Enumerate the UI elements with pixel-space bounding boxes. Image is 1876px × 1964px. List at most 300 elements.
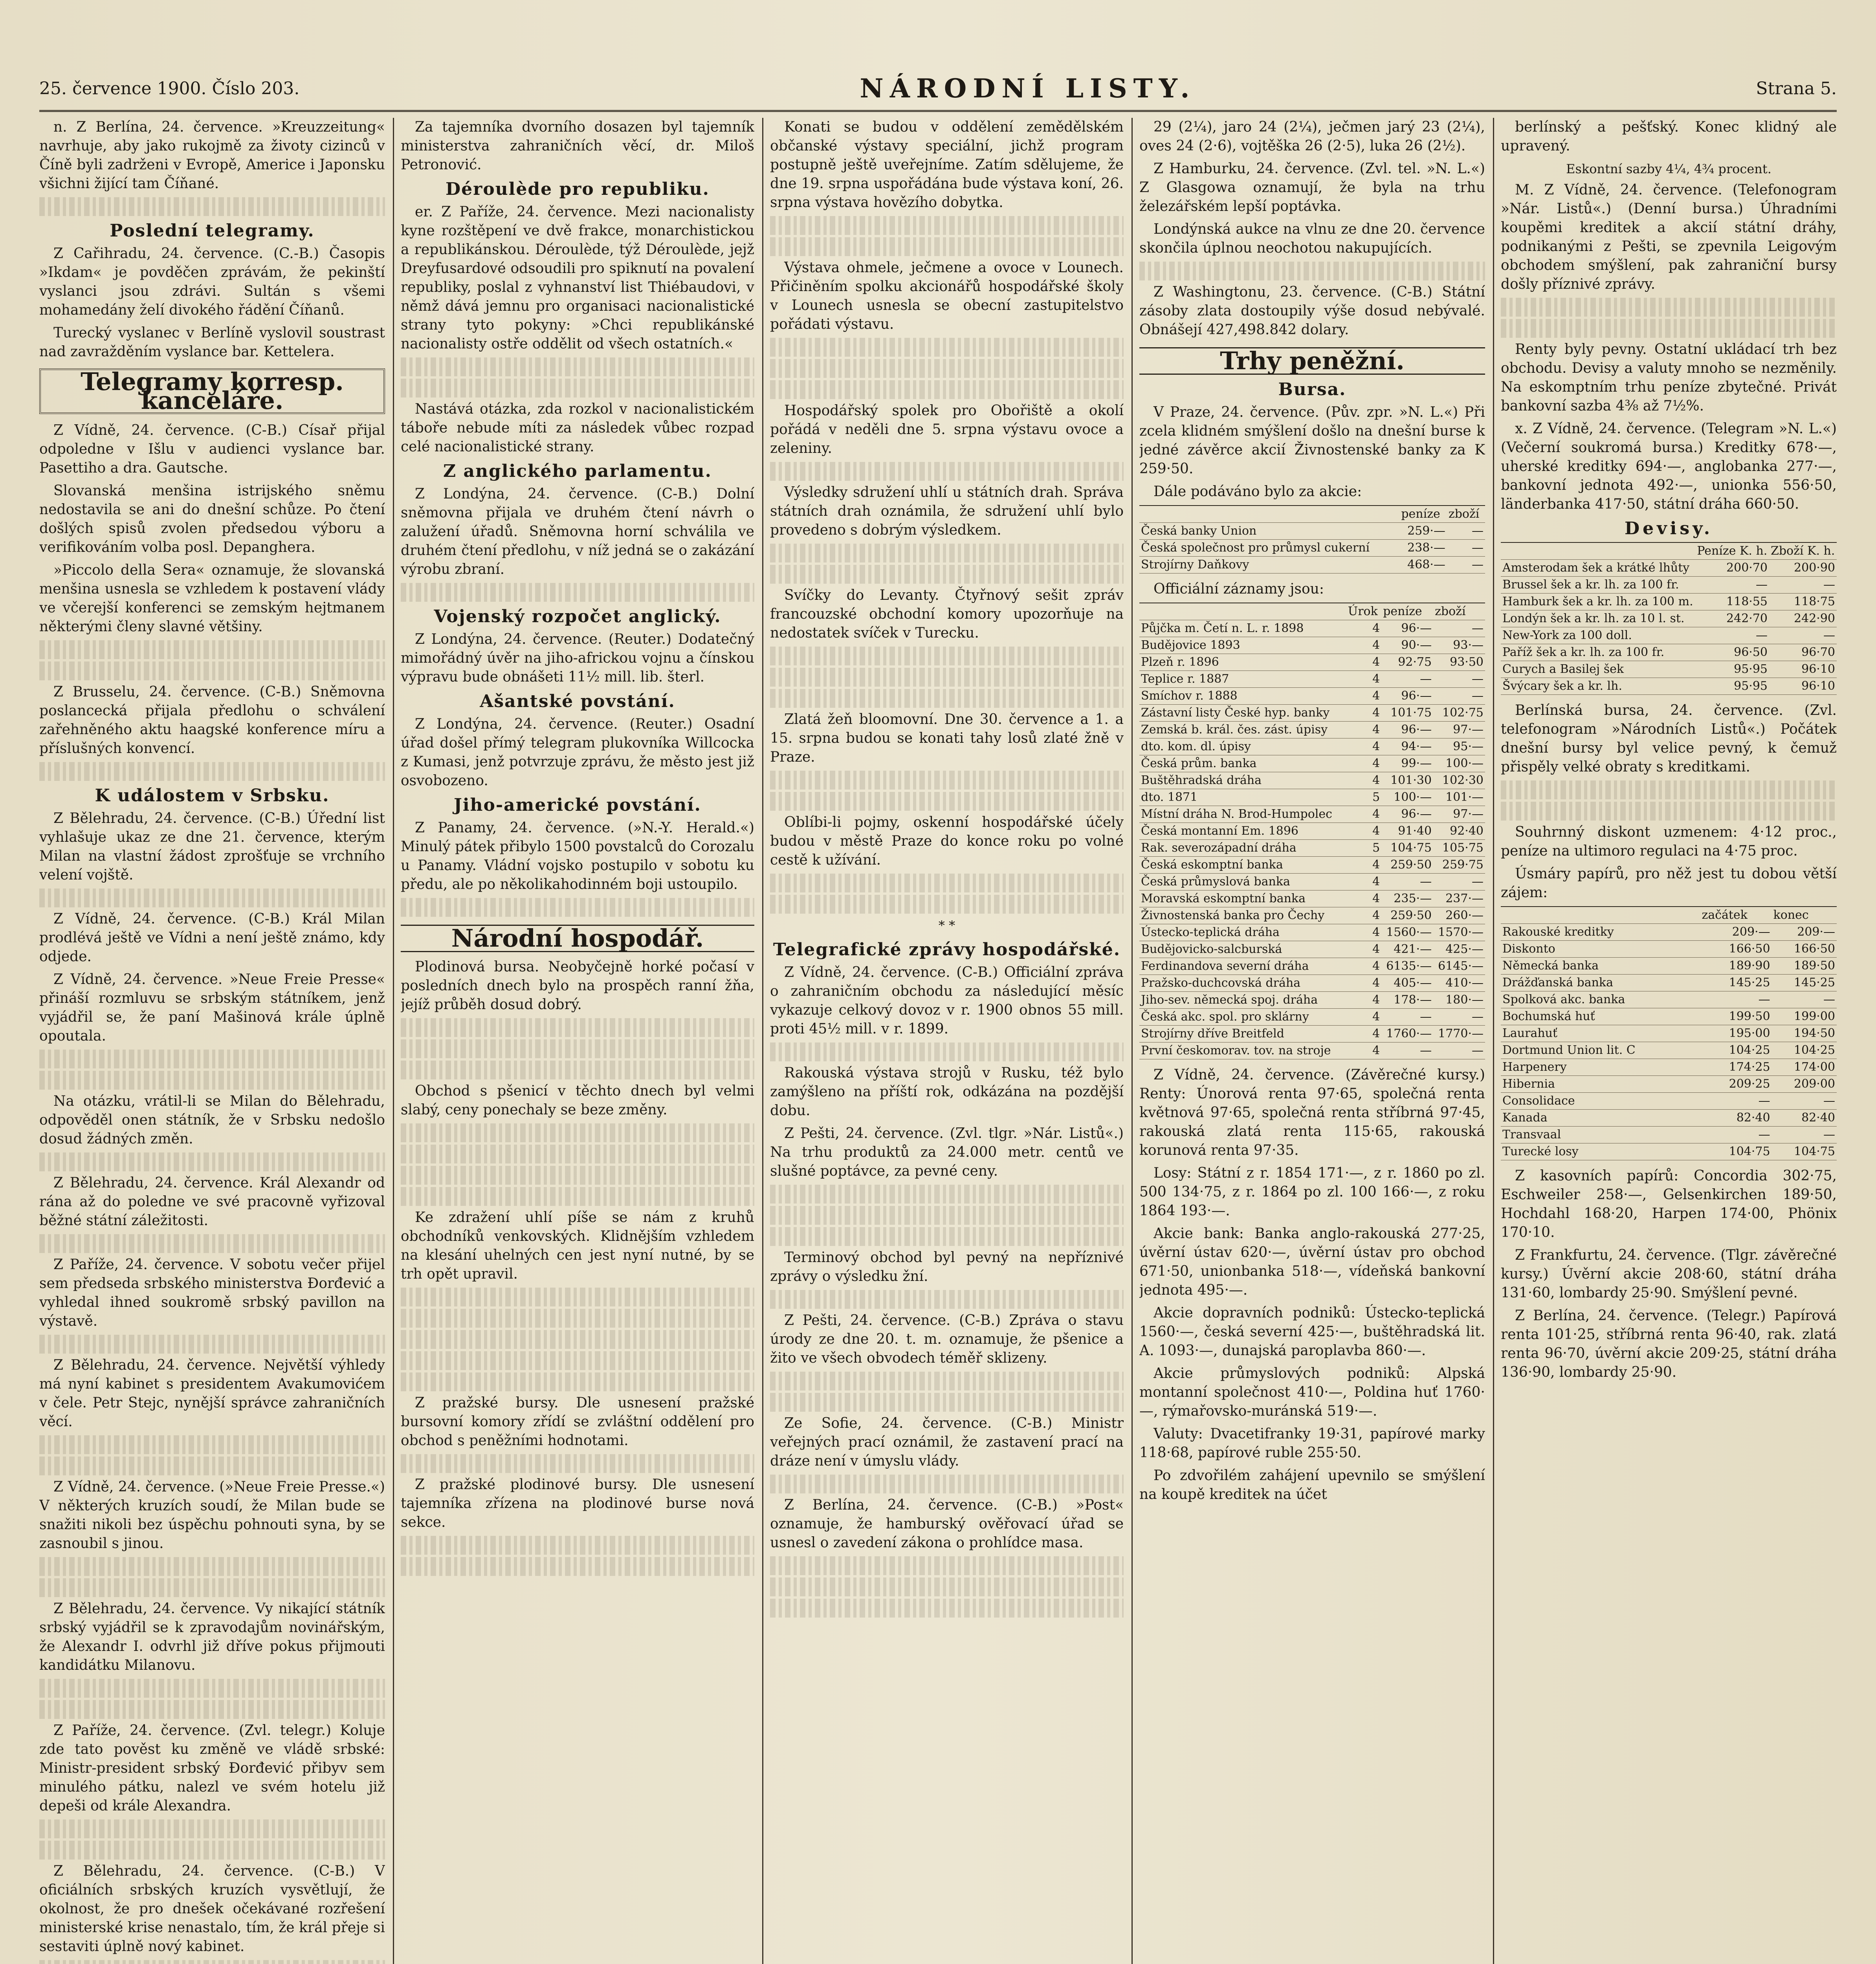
- row-label: Harpenery: [1501, 1059, 1700, 1076]
- table-row: [1139, 924, 1485, 941]
- text-line: [401, 1039, 754, 1058]
- row-value: 209·25: [1700, 1076, 1772, 1093]
- row-value: —: [1433, 671, 1485, 688]
- text-line: [770, 1227, 1124, 1246]
- table-header: zboží: [1447, 506, 1485, 523]
- text-line: [1501, 802, 1837, 821]
- text-line: [770, 565, 1124, 584]
- article: Z Pešti, 24. července. (Zvl. tlgr. »Nár. Listů«.) Na trhu produktů za 24.000 metr. centů ve slušné poptávce, za pevné ceny.: [770, 1125, 1124, 1179]
- row-label: Strojírny Daňkovy: [1139, 557, 1399, 573]
- row-label: Budějovicko-salcburská: [1139, 941, 1346, 958]
- row-value: 209·—: [1772, 924, 1837, 941]
- table-row: [1501, 661, 1837, 678]
- row-label: Buštěhradská dráha: [1139, 772, 1346, 789]
- row-value: 101·75: [1381, 705, 1433, 722]
- table-row: [1139, 705, 1485, 722]
- row-value: 4: [1346, 722, 1381, 738]
- text-line: [39, 1679, 385, 1698]
- section-heading: Jiho-americké povstání.: [454, 795, 701, 815]
- article: Z Paříže, 24. července. (Zvl. telegr.) Koluje zde tato pověst ku změně ve vládě srbské: Ministr-president srbský Đorđević přibyv sem minulého pátku, nalezl ve svém hotelu již depeši od krále Alexandra.: [39, 1722, 385, 1814]
- row-value: 405·—: [1381, 975, 1433, 992]
- row-label: Rak. severozápadní dráha: [1139, 840, 1346, 857]
- article: Berlínská bursa, 24. července. (Zvl. telefonogram »Národních Listů«.) Počátek dnešní bursy byl velice pevný, k čemuž přispěly velké obraty s kreditkami.: [1501, 702, 1837, 775]
- row-label: Česká průmyslová banka: [1139, 874, 1346, 890]
- row-value: 235·—: [1381, 890, 1433, 907]
- text-line: [770, 1393, 1124, 1412]
- section-heading: Devisy.: [1624, 518, 1713, 539]
- row-value: 96·—: [1381, 688, 1433, 705]
- text-line: [401, 1123, 754, 1142]
- row-value: —: [1381, 671, 1433, 688]
- row-value: 166·50: [1772, 941, 1837, 958]
- section-heading: Déroulède pro republiku.: [446, 179, 710, 199]
- row-label: Jiho-sev. německá spoj. dráha: [1139, 992, 1346, 1009]
- table-row: [1501, 924, 1837, 941]
- row-value: 99·—: [1381, 755, 1433, 772]
- row-label: Česká akc. spol. pro sklárny: [1139, 1009, 1346, 1026]
- table-row: [1139, 823, 1485, 840]
- row-value: 259·50: [1381, 907, 1433, 924]
- row-value: 101·—: [1433, 789, 1485, 806]
- row-value: 95·—: [1433, 738, 1485, 755]
- row-label: New-York za 100 doll.: [1501, 627, 1695, 644]
- column-rule: [393, 118, 394, 1964]
- row-value: 5: [1346, 840, 1381, 857]
- article: Renty byly pevny. Ostatní ukládací trh bez obchodu. Devisy a valuty mnoho se nezměnily. Na eskomptním trhu peníze zbytečné. Privát bankovní sazba 4⅜ až 7½%.: [1501, 341, 1837, 414]
- text-line: [401, 1018, 754, 1037]
- row-label: Zástavní listy České hyp. banky: [1139, 705, 1346, 722]
- text-line: [401, 898, 754, 917]
- article: Dále podáváno bylo za akcie:: [1153, 484, 1362, 500]
- row-value: 104·75: [1381, 840, 1433, 857]
- text-line: [770, 1206, 1124, 1225]
- page-number: Strana 5.: [1756, 78, 1837, 99]
- row-value: 4: [1346, 772, 1381, 789]
- text-line: [39, 1050, 385, 1068]
- text-line: [770, 1372, 1124, 1391]
- row-value: 1570·—: [1433, 924, 1485, 941]
- row-label: Curych a Basilej šek: [1501, 661, 1695, 678]
- row-value: 94·—: [1381, 738, 1433, 755]
- row-value: 96·70: [1769, 644, 1837, 661]
- row-label: Hamburk šek a kr. lh. za 100 m.: [1501, 594, 1695, 610]
- row-label: Londýn šek a kr. lh. za 10 l. st.: [1501, 610, 1695, 627]
- article: Z Bělehradu, 24. července. Vy nikající státník srbský vyjádřil se k zpravodajům novinářským, že Alexandr I. odvrhl již dříve pokus přijmouti kandidátku Milanovu.: [39, 1601, 385, 1673]
- table-row: [1139, 738, 1485, 755]
- berlin-quotes-table: [1501, 906, 1837, 1160]
- row-value: 1770·—: [1433, 1026, 1485, 1042]
- text-line: [39, 1700, 385, 1719]
- table-row: [1501, 1110, 1837, 1127]
- article: Svíčky do Levanty. Čtyřnový sešit zpráv francouzské obchodní komory upozorňuje na nedostatek svíček v Turecku.: [770, 587, 1124, 641]
- section-heading: Vojenský rozpočet anglický.: [434, 606, 721, 627]
- table-row: [1139, 540, 1485, 557]
- row-value: 178·—: [1381, 992, 1433, 1009]
- table-header: začátek: [1700, 907, 1772, 924]
- table-row: [1501, 594, 1837, 610]
- text-line: [401, 379, 754, 398]
- article: Z Vídně, 24. července. (»Neue Freie Presse.«) V některých kruzích soudí, že Milan bude se snažiti nikoli bez úspěchu pohnouti syna, by se zasnoubil s jinou.: [39, 1479, 385, 1552]
- text-line: [770, 689, 1124, 708]
- row-value: 4: [1346, 874, 1381, 890]
- row-value: —: [1381, 1009, 1433, 1026]
- article: Turecký vyslanec v Berlíně vyslovil soustrast nad zavražděním vyslance bar. Kettelera.: [39, 325, 385, 360]
- section-heading: Telegrafické zprávy hospodářské.: [773, 940, 1121, 960]
- article: Ke zdražení uhlí píše se nám z kruhů obchodníků venkovských. Klidnějším vzhledem na klesání uhelných cen jest nyní nutné, by se trh opět upravil.: [401, 1209, 754, 1282]
- row-value: —: [1769, 577, 1837, 594]
- text-line: [39, 1071, 385, 1090]
- table-row: [1501, 1025, 1837, 1042]
- text-line: [401, 1145, 754, 1163]
- article: Z Brusselu, 24. července. (C-B.) Sněmovna poslancecká přijala předlohu o schválení zařehněného aktu haagské konference míru a příslušných konvencí.: [39, 684, 385, 757]
- text-line: [770, 1290, 1124, 1309]
- table-row: [1139, 523, 1485, 540]
- text-line: [39, 1960, 385, 1964]
- table-row: [1501, 975, 1837, 991]
- row-value: 4: [1346, 1042, 1381, 1059]
- text-line: [1501, 780, 1837, 799]
- article: Z Washingtonu, 23. července. (C-B.) Státní zásoby zlata dostoupily výše dosud nebývalé. Obnášejí 427,498.842 dolary.: [1139, 284, 1485, 338]
- table-row: [1139, 857, 1485, 874]
- row-value: 95·95: [1695, 661, 1769, 678]
- row-value: —: [1772, 1093, 1837, 1110]
- row-value: 4: [1346, 705, 1381, 722]
- row-value: 4: [1346, 924, 1381, 941]
- table-row: [1139, 840, 1485, 857]
- row-label: Zemská b. král. čes. zást. úpisy: [1139, 722, 1346, 738]
- row-value: 4: [1346, 671, 1381, 688]
- text-line: [39, 1841, 385, 1860]
- text-line: [1501, 319, 1837, 338]
- masthead: [39, 67, 1837, 112]
- row-value: 4: [1346, 857, 1381, 874]
- row-value: 104·75: [1700, 1143, 1772, 1160]
- row-label: Německá banka: [1501, 958, 1700, 975]
- table-row: [1139, 671, 1485, 688]
- column-5: [1501, 118, 1837, 1964]
- section-heading: Poslední telegramy.: [110, 221, 315, 241]
- text-line: [401, 1557, 754, 1576]
- text-line: [770, 544, 1124, 562]
- row-value: —: [1447, 557, 1485, 573]
- devisy-table: [1501, 542, 1837, 695]
- row-value: 96·—: [1381, 620, 1433, 637]
- row-value: 189·50: [1772, 958, 1837, 975]
- article: Londýnská aukce na vlnu ze dne 20. července skončila úplnou neochotou nakupujících.: [1139, 221, 1485, 256]
- row-label: Amsterodam šek a krátké lhůty: [1501, 560, 1695, 577]
- text-line: [1139, 262, 1485, 280]
- table-row: [1501, 644, 1837, 661]
- article: Po zdvořilém zahájení upevnilo se smýšlení na koupě kreditek na účet: [1139, 1468, 1485, 1502]
- text-line: [401, 1166, 754, 1185]
- row-value: —: [1433, 1042, 1485, 1059]
- table-row: [1139, 688, 1485, 705]
- article: Slovanská menšina istrijského sněmu nedostavila se ani do dnešní schůze. Po čtení došlých spisů zvolen předsedou výboru a verifikováním volba posl. Depanghera.: [39, 483, 385, 555]
- article: Z Londýna, 24. července. (Reuter.) Osadní úřad došel přímý telegram plukovníka Willcocka z Kumasi, jenž potvrzuje zprávu, že město jest již osvobozeno.: [401, 716, 754, 789]
- row-value: 4: [1346, 992, 1381, 1009]
- table-row: [1501, 610, 1837, 627]
- text-line: [401, 1351, 754, 1370]
- row-label: Živnostenská banka pro Čechy: [1139, 907, 1346, 924]
- article: Obchod s pšenicí v těchto dnech byl velmi slabý, ceny ponechaly se beze změny.: [401, 1083, 754, 1118]
- section-heading-large: Národní hospodář.: [401, 925, 754, 952]
- row-value: —: [1695, 577, 1769, 594]
- row-label: Paříž šek a kr. lh. za 100 fr.: [1501, 644, 1695, 661]
- row-value: 4: [1346, 755, 1381, 772]
- table-row: [1139, 992, 1485, 1009]
- row-value: 4: [1346, 806, 1381, 823]
- table-row: [1139, 941, 1485, 958]
- issue-date: 25. července 1900. Číslo 203.: [39, 78, 300, 99]
- table-row: [1139, 890, 1485, 907]
- row-label: Moravská eskomptní banka: [1139, 890, 1346, 907]
- row-value: 468·—: [1399, 557, 1447, 573]
- row-value: 96·—: [1381, 806, 1433, 823]
- article: Z Londýna, 24. července. (Reuter.) Dodatečný mimořádný úvěr na jiho-africkou vojnu a čínskou výpravu bude obnášeti 11½ mill. lib. šterl.: [401, 631, 754, 685]
- row-value: —: [1433, 1009, 1485, 1026]
- row-label: Pražsko-duchcovská dráha: [1139, 975, 1346, 992]
- row-value: 425·—: [1433, 941, 1485, 958]
- article: Z Bělehradu, 24. července. (C-B.) V oficiálních srbských kruzích vysvětlují, že okolnost, že pro dnešek očekávané rozřešení ministerské krise nenastalo, tím, že král přeje si sestaviti úplně nový kabinet.: [39, 1863, 385, 1955]
- article: Akcie bank: Banka anglo-rakouská 277·25, úvěrní ústav 620·—, úvěrní ústav pro obchod 671·50, unionbanka 518·—, vídeňská bankovní jednota 495·—.: [1139, 1226, 1485, 1298]
- row-label: Půjčka m. Četí n. L. r. 1898: [1139, 620, 1346, 637]
- table-header: Úrok: [1346, 603, 1381, 620]
- text-line: [770, 1599, 1124, 1618]
- article: Z pražské plodinové bursy. Dle usnesení tajemníka zřízena na plodinové burse nová sekce.: [401, 1477, 754, 1530]
- row-value: 92·75: [1381, 654, 1433, 671]
- row-value: 96·10: [1769, 678, 1837, 695]
- text-line: [39, 661, 385, 680]
- text-line: [401, 1330, 754, 1349]
- row-label: Ústecko-teplická dráha: [1139, 924, 1346, 941]
- table-row: [1501, 941, 1837, 958]
- row-value: 96·10: [1769, 661, 1837, 678]
- row-value: 238·—: [1399, 540, 1447, 557]
- row-value: 6145·—: [1433, 958, 1485, 975]
- row-value: 209·00: [1772, 1076, 1837, 1093]
- table-row: [1139, 654, 1485, 671]
- text-line: [39, 889, 385, 907]
- official-quotes-table: [1139, 603, 1485, 1059]
- row-label: Rakouské kreditky: [1501, 924, 1700, 941]
- article: Z kasovních papírů: Concordia 302·75, Eschweiler 258·—, Gelsenkirchen 189·50, Hochdahl 168·20, Harpen 174·00, Phönix 170·10.: [1501, 1168, 1837, 1240]
- row-value: —: [1700, 1093, 1772, 1110]
- column-rule: [1493, 118, 1494, 1964]
- article: Akcie dopravních podniků: Ústecko-teplická 1560·—, česká severní 425·—, buštěhradská lit. A. 1093·—, dunajská paroplavba 860·—.: [1139, 1305, 1485, 1359]
- table-row: [1139, 1042, 1485, 1059]
- table-row: [1501, 577, 1837, 594]
- text-line: [401, 357, 754, 376]
- row-value: 118·55: [1695, 594, 1769, 610]
- column-4: [1139, 118, 1485, 1964]
- table-row: [1139, 874, 1485, 890]
- column-2: [401, 118, 754, 1964]
- table-row: [1501, 1127, 1837, 1143]
- row-value: 100·—: [1381, 789, 1433, 806]
- row-label: Ferdinandova severní dráha: [1139, 958, 1346, 975]
- text-line: [770, 216, 1124, 235]
- table-header: konec: [1772, 907, 1837, 924]
- table-row: [1139, 772, 1485, 789]
- row-label: Plzeň r. 1896: [1139, 654, 1346, 671]
- row-label: Drážďanská banka: [1501, 975, 1700, 991]
- article: Z Cařihradu, 24. července. (C.-B.) Časopis »Ikdam« je povděčen zprávám, že pekinští vyslanci jsou zdrávi. Sultán s všemi mohamedány želí divokého řádění Číňanů.: [39, 246, 385, 318]
- article: Plodinová bursa. Neobyčejně horké počasí v posledních dnech bylo na prospěch ranní žňa, jejíž průběh dosud dobrý.: [401, 959, 754, 1013]
- row-value: 259·50: [1381, 857, 1433, 874]
- text-line: [39, 1435, 385, 1454]
- row-value: 4: [1346, 823, 1381, 840]
- article: Výsledky sdružení uhlí u státních drah. Správa státních drah oznámila, že sdružení uhlí bylo provedeno s dobrým výsledkem.: [770, 484, 1124, 538]
- article: Zlatá žeň bloomovní. Dne 30. července a 1. a 15. srpna budou se konati tahy losů zlaté žně v Praze.: [770, 711, 1124, 765]
- row-value: 91·40: [1381, 823, 1433, 840]
- row-value: 82·40: [1700, 1110, 1772, 1127]
- row-value: —: [1772, 991, 1837, 1008]
- article: x. Z Vídně, 24. července. (Telegram »N. L.«) (Večerní soukromá bursa.) Kreditky 678·—, uherské kreditky 694·—, anglobanka 277·—, bankovní jednota 492·—, unionka 556·50, länderbanka 417·50, státní dráha 660·50.: [1501, 421, 1837, 512]
- row-value: 104·25: [1772, 1042, 1837, 1059]
- table-header: Peníze K. h.: [1695, 542, 1769, 560]
- table-row: [1501, 627, 1837, 644]
- table-row: [1139, 806, 1485, 823]
- row-value: —: [1695, 627, 1769, 644]
- text-line: [770, 237, 1124, 256]
- article: Z Bělehradu, 24. července. Největší výhledy má nyní kabinet s presidentem Avakumovićem v čele. Petr Stejc, nynější správce zahraničních věcí.: [39, 1357, 385, 1430]
- row-label: Turecké losy: [1501, 1143, 1700, 1160]
- row-value: 4: [1346, 958, 1381, 975]
- table-row: [1139, 557, 1485, 573]
- article: 29 (2¼), jaro 24 (2¼), ječmen jarý 23 (2¼), oves 24 (2·6), vojtěška 26 (2·5), luka 26 (2½).: [1139, 119, 1485, 154]
- table-header: [1501, 907, 1700, 924]
- table-row: [1139, 958, 1485, 975]
- row-value: 199·00: [1772, 1008, 1837, 1025]
- row-value: —: [1769, 627, 1837, 644]
- row-value: 189·90: [1700, 958, 1772, 975]
- table-header: Zboží K. h.: [1769, 542, 1837, 560]
- table-header-row: [1501, 907, 1837, 924]
- article: Z Frankfurtu, 24. července. (Tlgr. závěrečné kursy.) Úvěrní akcie 208·60, státní dráha 131·60, lombardy 25·90. Smýšlení pevné.: [1501, 1247, 1837, 1301]
- row-label: Česká společnost pro průmysl cukerní: [1139, 540, 1399, 557]
- text-line: [401, 1536, 754, 1555]
- article: Z Hamburku, 24. července. (Zvl. tel. »N. L.«) Z Glasgowa oznamují, že byla na trhu železářském lepší poptávka.: [1139, 161, 1485, 214]
- text-line: [770, 380, 1124, 399]
- row-value: —: [1381, 1042, 1433, 1059]
- article: Z Vídně, 24. července. (Závěrečné kursy.) Renty: Únorová renta 97·65, společná renta květnová 97·65, společná renta stříbrná 97·45, rakouská zlatá renta 115·65, rakouská korunová renta 97·35.: [1139, 1067, 1485, 1158]
- row-value: 96·—: [1381, 722, 1433, 738]
- row-value: 1760·—: [1381, 1026, 1433, 1042]
- row-value: 200·90: [1769, 560, 1837, 577]
- row-value: 194·50: [1772, 1025, 1837, 1042]
- article: Z Vídně, 24. července. »Neue Freie Presse« přináší rozmluvu se srbským státníkem, jenž vyjádřil se, že paní Mašinová krále úplně opoutala.: [39, 971, 385, 1044]
- text-line: [770, 1185, 1124, 1204]
- text-line: [39, 762, 385, 781]
- article: Ze Sofie, 24. července. (C-B.) Ministr veřejných prací oznámil, že zastavení prací na dráze není v úmyslu vlády.: [770, 1415, 1124, 1469]
- row-value: —: [1772, 1127, 1837, 1143]
- row-value: 200·70: [1695, 560, 1769, 577]
- row-label: Česká eskomptní banka: [1139, 857, 1346, 874]
- row-value: 421·—: [1381, 941, 1433, 958]
- text-line: [401, 1309, 754, 1328]
- row-value: 102·30: [1433, 772, 1485, 789]
- row-label: Strojírny dříve Breitfeld: [1139, 1026, 1346, 1042]
- table-row: [1501, 1042, 1837, 1059]
- table-header: zboží: [1433, 603, 1485, 620]
- text-line: [770, 647, 1124, 665]
- row-value: 101·30: [1381, 772, 1433, 789]
- article: V Praze, 24. července. (Pův. zpr. »N. L.«) Při zcela klidném smýšlení došlo na dnešní burse k jedné závěrce akcií Živnostenské banky za K 259·50.: [1139, 404, 1485, 477]
- table-header: peníze: [1399, 506, 1447, 523]
- table-header-row: [1139, 603, 1485, 620]
- section-heading: Ašantské povstání.: [480, 691, 675, 711]
- table-header: peníze: [1381, 603, 1433, 620]
- table-header-row: [1139, 506, 1485, 523]
- row-value: 5: [1346, 789, 1381, 806]
- text-line: [770, 771, 1124, 790]
- text-line: [770, 359, 1124, 378]
- text-line: [39, 1578, 385, 1597]
- table-row: [1139, 789, 1485, 806]
- table-row: [1501, 1093, 1837, 1110]
- article: Akcie průmyslových podniků: Alpská montanní společnost 410·—, Poldina huť 1760·—, rýmařovsko-muránská 519·—.: [1139, 1365, 1485, 1419]
- article: Na otázku, vrátil-li se Milan do Bělehradu, odpověděl onen státník, že v Srbsku nedošlo dosud žádných změn.: [39, 1093, 385, 1147]
- row-label: Brussel šek a kr. lh. za 100 fr.: [1501, 577, 1695, 594]
- article: Z Berlína, 24. července. (C-B.) »Post« oznamuje, že hamburský ověřovací úřad se usnesl o zavedení zákona o prohlídce masa.: [770, 1497, 1124, 1551]
- article: Z Pešti, 24. července. (C-B.) Zpráva o stavu úrody ze dne 20. t. m. oznamuje, že pšenice a žito ve všech obvodech téměř sklizeny.: [770, 1312, 1124, 1366]
- column-rule: [762, 118, 763, 1964]
- text-line: [39, 640, 385, 659]
- row-label: Transvaal: [1501, 1127, 1700, 1143]
- text-line: [770, 338, 1124, 357]
- article: Hospodářský spolek pro Obořiště a okolí pořádá v neděli dne 5. srpna výstavu ovoce a zeleniny.: [770, 403, 1124, 456]
- row-value: 4: [1346, 620, 1381, 637]
- row-label: Místní dráha N. Brod-Humpolec: [1139, 806, 1346, 823]
- text-line: [770, 792, 1124, 811]
- row-value: 82·40: [1772, 1110, 1837, 1127]
- article: Z Vídně, 24. července. (C-B.) Officiální zpráva o zahraničním obchodu za následující měsíc vykazuje celkový dovoz v r. 1900 obnos 55 mill. proti 45½ mill. v r. 1899.: [770, 964, 1124, 1037]
- text-line: [39, 1152, 385, 1171]
- section-heading: Z anglického parlamentu.: [443, 461, 712, 481]
- text-line: [39, 1234, 385, 1253]
- text-line: [770, 895, 1124, 914]
- row-value: 242·90: [1769, 610, 1837, 627]
- row-value: 97·—: [1433, 722, 1485, 738]
- row-value: 118·75: [1769, 594, 1837, 610]
- column-1: [39, 118, 385, 1964]
- table-row: [1501, 1059, 1837, 1076]
- article: Officiální záznamy jsou:: [1153, 581, 1324, 597]
- section-heading-large: Trhy peněžní.: [1139, 347, 1485, 375]
- subsection-heading: Bursa.: [1278, 379, 1346, 399]
- row-value: 97·—: [1433, 806, 1485, 823]
- row-value: 237·—: [1433, 890, 1485, 907]
- table-row: [1139, 1026, 1485, 1042]
- row-value: 145·25: [1772, 975, 1837, 991]
- article: Z Vídně, 24. července. (C-B.) Král Milan prodlévá ještě ve Vídni a není ještě známo, kdy odjede.: [39, 911, 385, 965]
- article: Souhrnný diskont uzmenem: 4·12 proc., peníze na ultimoro regulaci na 4·75 proc.: [1501, 824, 1837, 859]
- article: Úsmáry papírů, pro něž jest tu dobou větší zájem:: [1501, 866, 1837, 901]
- table-row: [1501, 958, 1837, 975]
- table-row: [1501, 560, 1837, 577]
- row-label: Smíchov r. 1888: [1139, 688, 1346, 705]
- newspaper-title: NÁRODNÍ LISTY.: [860, 73, 1196, 104]
- table-row: [1139, 975, 1485, 992]
- row-value: 4: [1346, 907, 1381, 924]
- row-value: —: [1700, 1127, 1772, 1143]
- text-line: [770, 1556, 1124, 1575]
- text-line: [770, 668, 1124, 687]
- text-line: [39, 1557, 385, 1576]
- row-label: Dortmund Union lit. C: [1501, 1042, 1700, 1059]
- table-header: [1139, 603, 1346, 620]
- row-label: Švýcary šek a kr. lh.: [1501, 678, 1695, 695]
